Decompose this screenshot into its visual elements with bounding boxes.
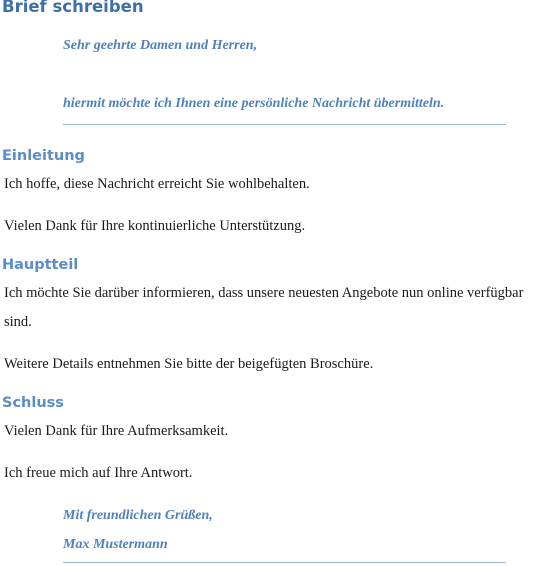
salutation-text: Sehr geehrte Damen und Herren,: [63, 38, 258, 53]
section-heading-schluss: Schluss: [2, 395, 64, 411]
closing-divider: [63, 562, 506, 563]
hauptteil-paragraph-2: Weitere Details entnehmen Sie bitte der beigefügten Broschüre.: [4, 356, 374, 372]
opening-text: hiermit möchte ich Ihnen eine persönliche Nachricht übermitteln.: [63, 96, 445, 111]
section-heading-einleitung: Einleitung: [2, 148, 85, 164]
section-heading-hauptteil: Hauptteil: [2, 257, 79, 273]
closing-greeting: Mit freundlichen Grüßen,: [63, 508, 213, 523]
signature-name: Max Mustermann: [63, 537, 168, 552]
einleitung-paragraph-2: Vielen Dank für Ihre kontinuierliche Unterstützung.: [4, 218, 306, 234]
einleitung-paragraph-1: Ich hoffe, diese Nachricht erreicht Sie wohlbehalten.: [4, 176, 310, 192]
hauptteil-paragraph-1-line-1: Ich möchte Sie darüber informieren, dass unsere neuesten Angebote nun online verfügbar: [4, 285, 524, 301]
hauptteil-paragraph-1-line-2: sind.: [4, 314, 32, 330]
document-title: Brief schreiben: [2, 0, 144, 16]
schluss-paragraph-2: Ich freue mich auf Ihre Antwort.: [4, 465, 193, 481]
intro-divider: [63, 124, 506, 125]
schluss-paragraph-1: Vielen Dank für Ihre Aufmerksamkeit.: [4, 423, 229, 439]
